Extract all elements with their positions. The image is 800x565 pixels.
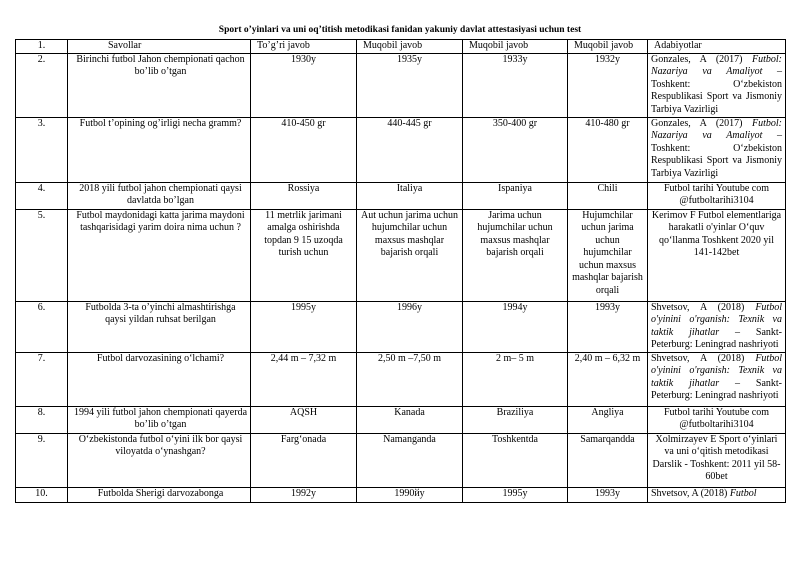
alt-answer-cell: Chili bbox=[568, 182, 648, 209]
alt-answer-cell: 1994y bbox=[463, 301, 568, 352]
alt-answer-cell: Aut uchun jarima uchun hujumchilar uchun maxsus mashqlar bajarish orqali bbox=[357, 209, 463, 301]
alt-answer-cell: Namanganda bbox=[357, 433, 463, 487]
row-number: 6. bbox=[16, 301, 68, 352]
reference-cell: Kerimov F Futbol elementlariga harakatli o'yinlar O‘quv qo‘llanma Toshkent 2020 yil 141-142bet bbox=[648, 209, 786, 301]
correct-answer-cell: AQSH bbox=[251, 406, 357, 433]
correct-answer-cell: Rossiya bbox=[251, 182, 357, 209]
correct-answer-cell: 410-450 gr bbox=[251, 117, 357, 182]
alt-answer-cell: 1993y bbox=[568, 301, 648, 352]
reference-cell: Shvetsov, A (2018) Futbol o'yinini o'rganish: Texnik va taktik jihatlar – Sankt-Peterburg: Leningrad nashriyoti bbox=[648, 352, 786, 406]
alt-answer-cell: Samarqandda bbox=[568, 433, 648, 487]
alt-answer-cell: 1933y bbox=[463, 53, 568, 117]
alt-answer-cell: Braziliya bbox=[463, 406, 568, 433]
header-alt-answer-2: Muqobil javob bbox=[463, 40, 568, 54]
alt-answer-cell: 2,50 m –7,50 m bbox=[357, 352, 463, 406]
alt-answer-cell: Jarima uchun hujumchilar uchun maxsus mashqlar bajarish orqali bbox=[463, 209, 568, 301]
document-title: Sport o’yinlari va uni oq’titish metodikasi fanidan yakuniy davlat attestasiyasi uchun test bbox=[218, 25, 582, 35]
table-row bbox=[16, 182, 786, 209]
question-cell: 2018 yili futbol jahon chempionati qaysi davlatda bo’lgan bbox=[68, 182, 251, 209]
header-questions: Savollar bbox=[68, 40, 251, 54]
table-row bbox=[16, 53, 786, 117]
reference-cell: Futbol tarihi Youtube com @futboltarihi3104 bbox=[648, 182, 786, 209]
table-row bbox=[16, 352, 786, 406]
table-row bbox=[16, 117, 786, 182]
row-number: 4. bbox=[16, 182, 68, 209]
question-cell: Futbol maydonidagi katta jarima maydoni tashqarisidagi yarim doira nima uchun ? bbox=[68, 209, 251, 301]
alt-answer-cell: 1935y bbox=[357, 53, 463, 117]
row-number: 9. bbox=[16, 433, 68, 487]
question-cell: 1994 yili futbol jahon chempionati qayerda bo’lib o’tgan bbox=[68, 406, 251, 433]
header-alt-answer-1: Muqobil javob bbox=[357, 40, 463, 54]
row-number: 3. bbox=[16, 117, 68, 182]
alt-answer-cell: 1932y bbox=[568, 53, 648, 117]
question-cell: Futbol t’opining og’irligi necha gramm? bbox=[68, 117, 251, 182]
alt-answer-cell: Italiya bbox=[357, 182, 463, 209]
reference-cell: Gonzales, A (2017) Futbol: Nazariya va Amaliyot – Toshkent: O‘zbekiston Respublikasi Sport va Jismoniy Tarbiya Vazirligi bbox=[648, 53, 786, 117]
row-number: 5. bbox=[16, 209, 68, 301]
question-cell: Futbol darvozasining o‘lchami? bbox=[68, 352, 251, 406]
alt-answer-cell: 350-400 gr bbox=[463, 117, 568, 182]
row-number: 10. bbox=[16, 487, 68, 502]
alt-answer-cell: Hujumchilar uchun jarima uchun hujumchilar uchun maxsus mashqlar bajarish orqali bbox=[568, 209, 648, 301]
question-cell: Futbolda 3-ta o’yinchi almashtirishga qaysi yildan ruhsat berilgan bbox=[68, 301, 251, 352]
correct-answer-cell: 11 metrlik jarimani amalga oshirishda topdan 9 15 uzoqda turish uchun bbox=[251, 209, 357, 301]
reference-cell: Xolmirzayev E Sport o‘yinlari va uni o‘qitish metodikasi Darslik - Toshkent: 2011 yil 58-60bet bbox=[648, 433, 786, 487]
alt-answer-cell: 2 m– 5 m bbox=[463, 352, 568, 406]
reference-cell: Shvetsov, A (2018) Futbol o'yinini o'rganish: Texnik va taktik jihatlar – Sankt-Peterburg: Leningrad nashriyoti bbox=[648, 301, 786, 352]
reference-cell: Gonzales, A (2017) Futbol: Nazariya va Amaliyot – Toshkent: O‘zbekiston Respublikasi Sport va Jismoniy Tarbiya Vazirligi bbox=[648, 117, 786, 182]
table-header-row bbox=[16, 40, 786, 54]
question-cell: Futbolda Sherigi darvozabonga bbox=[68, 487, 251, 502]
correct-answer-cell: 1995y bbox=[251, 301, 357, 352]
table-row bbox=[16, 406, 786, 433]
alt-answer-cell: Angliya bbox=[568, 406, 648, 433]
table-row bbox=[16, 487, 786, 502]
reference-cell: Futbol tarihi Youtube com @futboltarihi3104 bbox=[648, 406, 786, 433]
alt-answer-cell: 1990йy bbox=[357, 487, 463, 502]
alt-answer-cell: 440-445 gr bbox=[357, 117, 463, 182]
alt-answer-cell: 1996y bbox=[357, 301, 463, 352]
alt-answer-cell: Kanada bbox=[357, 406, 463, 433]
row-number: 2. bbox=[16, 53, 68, 117]
correct-answer-cell: Farg‘onada bbox=[251, 433, 357, 487]
alt-answer-cell: Ispaniya bbox=[463, 182, 568, 209]
question-cell: O‘zbekistonda futbol o‘yini ilk bor qaysi viloyatda o‘ynashgan? bbox=[68, 433, 251, 487]
table-row bbox=[16, 209, 786, 301]
correct-answer-cell: 1992y bbox=[251, 487, 357, 502]
alt-answer-cell: Toshkentda bbox=[463, 433, 568, 487]
header-alt-answer-3: Muqobil javob bbox=[568, 40, 648, 54]
table-row bbox=[16, 301, 786, 352]
header-references: Adabiyotlar bbox=[648, 40, 786, 54]
test-table bbox=[15, 39, 786, 503]
alt-answer-cell: 410-480 gr bbox=[568, 117, 648, 182]
alt-answer-cell: 1993y bbox=[568, 487, 648, 502]
correct-answer-cell: 1930y bbox=[251, 53, 357, 117]
question-cell: Birinchi futbol Jahon chempionati qachon bo’lib o’tgan bbox=[68, 53, 251, 117]
reference-cell: Shvetsov, A (2018) Futbol bbox=[648, 487, 786, 502]
alt-answer-cell: 2,40 m – 6,32 m bbox=[568, 352, 648, 406]
header-correct-answer: To’g’ri javob bbox=[251, 40, 357, 54]
header-number: 1. bbox=[16, 40, 68, 54]
table-row bbox=[16, 433, 786, 487]
row-number: 8. bbox=[16, 406, 68, 433]
row-number: 7. bbox=[16, 352, 68, 406]
alt-answer-cell: 1995y bbox=[463, 487, 568, 502]
correct-answer-cell: 2,44 m – 7,32 m bbox=[251, 352, 357, 406]
